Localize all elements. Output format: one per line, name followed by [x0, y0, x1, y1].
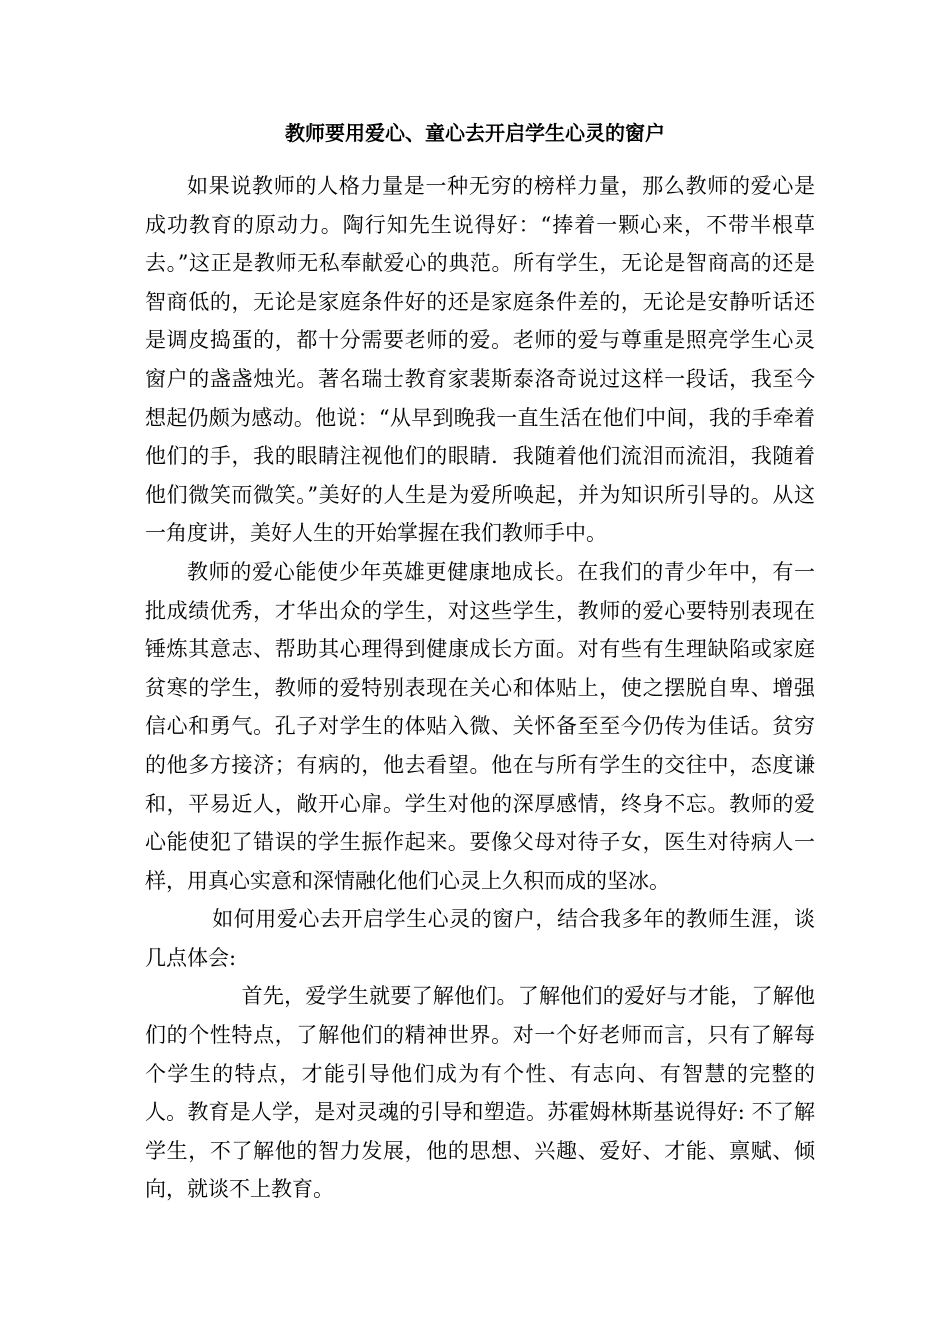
- paragraph: 如何用爱心去开启学生心灵的窗户，结合我多年的教师生涯，谈几点体会:: [145, 907, 815, 970]
- document-body: [145, 167, 815, 1209]
- paragraph: 首先，爱学生就要了解他们。了解他们的爱好与才能，了解他们的个性特点，了解他们的精神世界。对一个好老师而言，只有了解每个学生的特点，才能引导他们成为有个性、有志向、有智慧的完整的人。教育是人学，是对灵魂的引导和塑造。苏霍姆林斯基说得好: 不了解学生，不了解他的智力发展，他的思想、兴趣、爱好、才能、禀赋、倾向，就谈不上教育。: [145, 984, 815, 1202]
- paragraph: 如果说教师的人格力量是一种无穷的榜样力量，那么教师的爱心是成功教育的原动力。陶行知先生说得好：“捧着一颗心来，不带半根草去。”这正是教师无私奉献爱心的典范。所有学生，无论是智商高的还是智商低的，无论是家庭条件好的还是家庭条件差的，无论是安静听话还是调皮捣蛋的，都十分需要老师的爱。老师的爱与尊重是照亮学生心灵窗户的盏盏烛光。著名瑞士教育家裴斯泰洛奇说过这样一段话，我至今想起仍颇为感动。他说：“从早到晚我一直生活在他们中间，我的手牵着他们的手，我的眼睛注视他们的眼睛．我随着他们流泪而流泪，我随着他们微笑而微笑。”美好的人生是为爱所唤起，并为知识所引导的。从这一角度讲，美好人生的开始掌握在我们教师手中。: [145, 174, 815, 546]
- paragraph: 教师的爱心能使少年英雄更健康地成长。在我们的青少年中，有一批成绩优秀，才华出众的学生，对这些学生，教师的爱心要特别表现在锤炼其意志、帮助其心理得到健康成长方面。对有些有生理缺陷或家庭贫寒的学生，教师的爱特别表现在关心和体贴上，使之摆脱自卑、增强信心和勇气。孔子对学生的体贴入微、关怀备至至今仍传为佳话。贫穷的他多方接济；有病的，他去看望。他在与所有学生的交往中，态度谦和，平易近人，敞开心扉。学生对他的深厚感情，终身不忘。教师的爱心能使犯了错误的学生振作起来。要像父母对待子女，医生对待病人一样，用真心实意和深情融化他们心灵上久积而成的坚冰。: [145, 559, 815, 893]
- document-title: 教师要用爱心、童心去开启学生心灵的窗户: [285, 121, 665, 145]
